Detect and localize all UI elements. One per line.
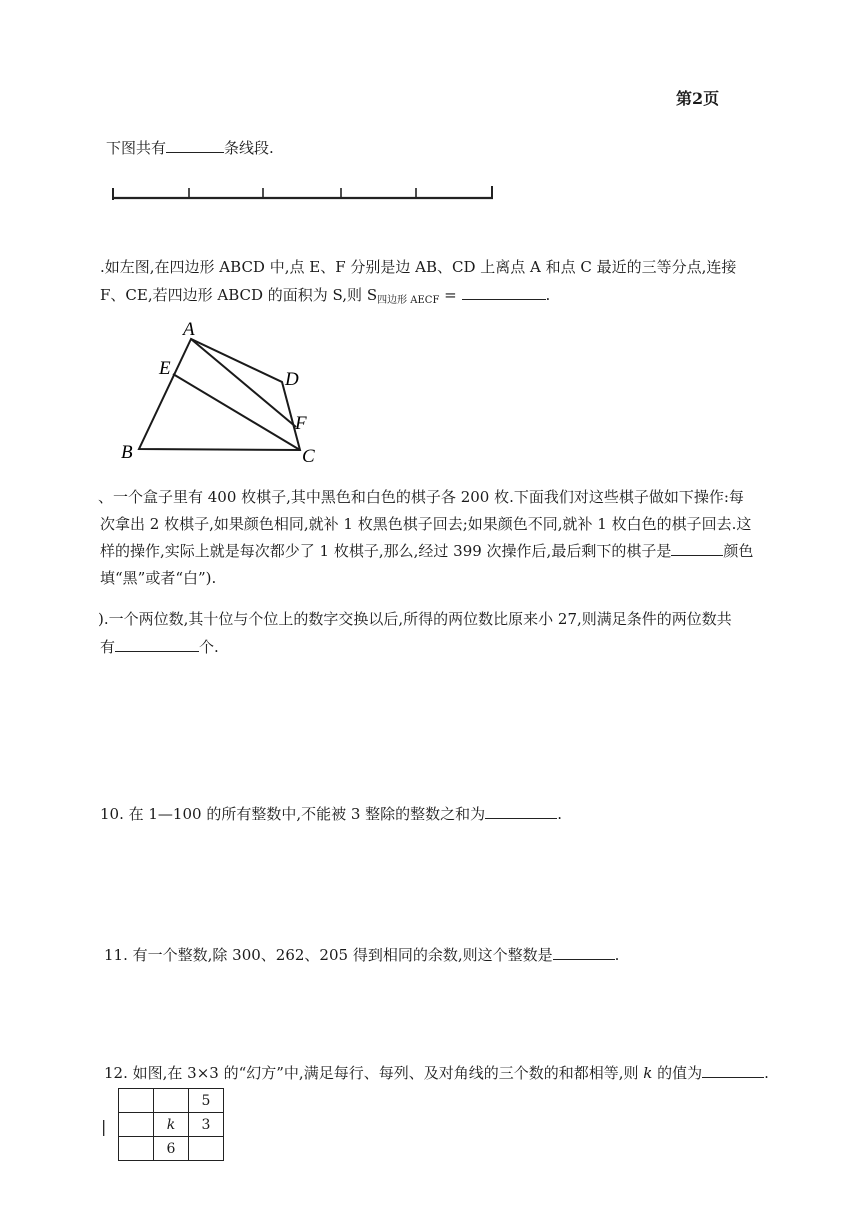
margin-mark: | bbox=[101, 1117, 107, 1136]
grid-cell bbox=[119, 1113, 154, 1137]
quadrilateral-figure bbox=[115, 315, 330, 470]
q8-line-3 bbox=[100, 540, 753, 561]
q9-suffix: 个. bbox=[199, 638, 219, 656]
q7-line-2 bbox=[100, 284, 550, 306]
q8-line-2: 次拿出 2 枚棋子,如果颜色相同,就补 1 枚黑色棋子回去;如果颜色不同,就补 1 枚白色的棋子回去.这 bbox=[100, 515, 752, 533]
label-B: B bbox=[121, 442, 133, 463]
q9-line-2 bbox=[100, 636, 219, 657]
q9-line-1: ).一个两位数,其十位与个位上的数字交换以后,所得的两位数比原来小 27,则满足条件的两位数共 bbox=[98, 610, 732, 628]
label-F: F bbox=[295, 413, 307, 434]
grid-cell: 5 bbox=[189, 1089, 224, 1113]
q12-variable-k: k bbox=[643, 1064, 653, 1082]
q11-answer-blank bbox=[553, 945, 615, 960]
question-10 bbox=[100, 803, 562, 824]
q11-end: . bbox=[614, 946, 620, 964]
q11-text: 11. 有一个整数,除 300、262、205 得到相同的余数,则这个整数是 bbox=[104, 946, 553, 964]
grid-cell bbox=[119, 1089, 154, 1113]
grid-cell bbox=[119, 1137, 154, 1161]
grid-row bbox=[119, 1113, 224, 1137]
grid-row bbox=[119, 1137, 224, 1161]
label-A: A bbox=[183, 319, 195, 340]
label-E: E bbox=[159, 358, 171, 379]
question-6 bbox=[106, 137, 274, 158]
q12-text: 12. 如图,在 3×3 的“幻方”中,满足每行、每列、及对角线的三个数的和都相等,则 bbox=[104, 1064, 644, 1082]
q7-area-subscript: 四边形 AECF bbox=[377, 295, 440, 306]
q7-answer-blank bbox=[462, 285, 546, 300]
q7-equals: = bbox=[439, 286, 462, 304]
q6-answer-blank bbox=[166, 138, 224, 153]
q9-prefix: 有 bbox=[100, 638, 116, 656]
grid-cell: 6 bbox=[154, 1137, 189, 1161]
q9-answer-blank bbox=[115, 637, 199, 652]
grid-cell-k: k bbox=[154, 1113, 189, 1137]
q8-line3-text: 样的操作,实际上就是每次都少了 1 枚棋子,那么,经过 399 次操作后,最后剩下的棋子是 bbox=[100, 542, 672, 560]
q6-suffix: 条线段. bbox=[224, 139, 274, 157]
grid-row bbox=[119, 1089, 224, 1113]
q7-line-1: .如左图,在四边形 ABCD 中,点 E、F 分别是边 AB、CD 上离点 A 和点 C 最近的三等分点,连接 bbox=[100, 258, 737, 276]
q8-line-1: 、一个盒子里有 400 枚棋子,其中黑色和白色的棋子各 200 枚.下面我们对这些棋子做如下操作:每 bbox=[98, 488, 744, 506]
label-C: C bbox=[302, 446, 315, 467]
q10-text: 10. 在 1—100 的所有整数中,不能被 3 整除的整数之和为 bbox=[100, 805, 486, 823]
q12-end: . bbox=[764, 1064, 769, 1082]
q8-line-4: 填“黑”或者“白”). bbox=[100, 569, 217, 587]
q10-end: . bbox=[557, 805, 562, 823]
grid-cell bbox=[154, 1089, 189, 1113]
q12-text-end: 的值为 bbox=[652, 1064, 703, 1082]
page-number: 第2页 bbox=[676, 89, 720, 108]
q8-line3-end: 颜色 bbox=[723, 542, 754, 560]
question-12 bbox=[104, 1062, 769, 1083]
q7-end: . bbox=[545, 286, 551, 304]
grid-cell: 3 bbox=[189, 1113, 224, 1137]
grid-cell bbox=[189, 1137, 224, 1161]
q12-answer-blank bbox=[702, 1063, 764, 1078]
segment-line-figure bbox=[105, 180, 505, 206]
q10-answer-blank bbox=[485, 804, 557, 819]
q7-line2-text: F、CE,若四边形 ABCD 的面积为 S,则 S bbox=[100, 286, 378, 304]
q8-answer-blank bbox=[671, 541, 723, 556]
label-D: D bbox=[285, 369, 299, 390]
magic-square-grid bbox=[118, 1088, 224, 1161]
q6-prefix: 下图共有 bbox=[106, 139, 167, 157]
question-11 bbox=[104, 944, 619, 965]
